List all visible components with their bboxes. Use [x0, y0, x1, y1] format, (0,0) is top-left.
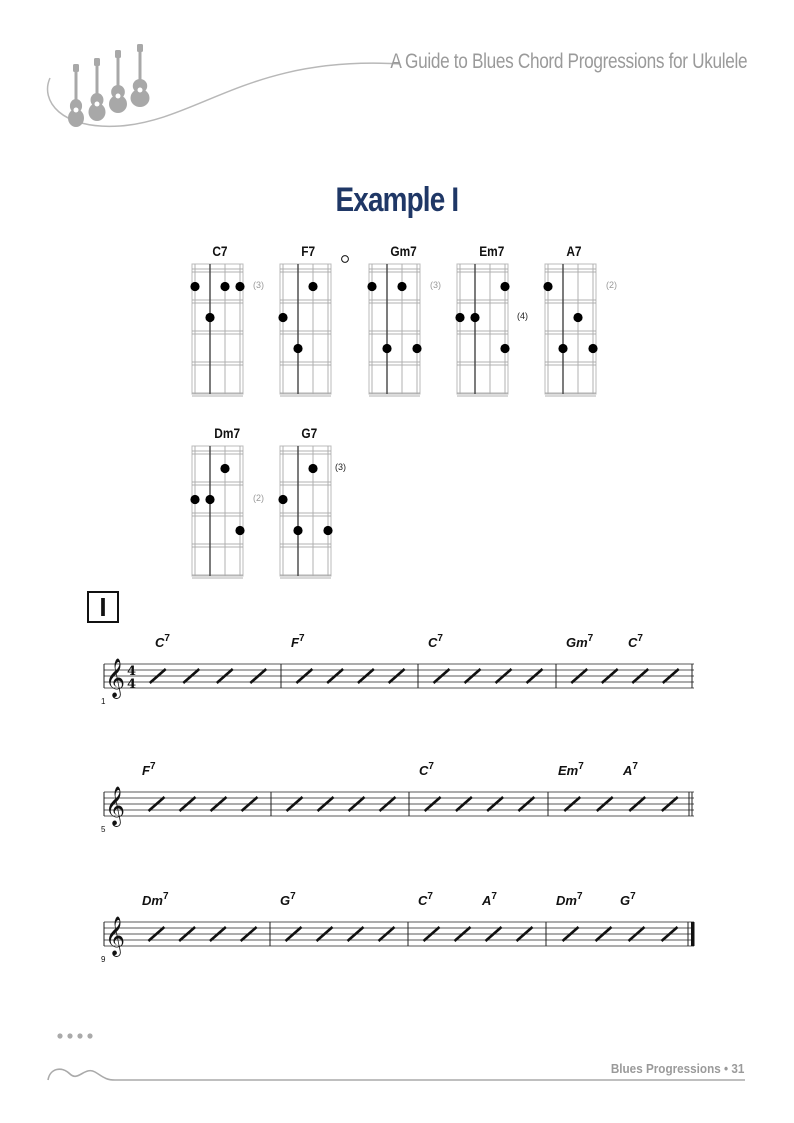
- measure-number: 9: [101, 955, 106, 964]
- section-label: I: [87, 591, 119, 623]
- svg-text:4: 4: [127, 677, 137, 692]
- chord-symbol: $A^7$: [482, 891, 497, 908]
- chord-dot: [190, 282, 199, 291]
- chord-symbol: $A^7$: [623, 761, 638, 778]
- chord-diagram-em7: [452, 261, 527, 401]
- chord-symbol: $C^7$: [628, 633, 643, 650]
- chord-symbol: $G^7$: [280, 891, 296, 908]
- chord-dot: [397, 282, 406, 291]
- chord-symbol: Gm$^7$: [566, 633, 594, 650]
- chord-fret-label: (3): [335, 461, 346, 472]
- chord-name: Gm7: [390, 243, 417, 259]
- treble-clef-icon: 𝄞: [105, 916, 126, 956]
- chord-symbol: Em$^7$: [558, 761, 584, 778]
- chord-dot: [235, 526, 244, 535]
- treble-clef-icon: 𝄞: [105, 658, 126, 698]
- chord-dot: [308, 282, 317, 291]
- chord-dot: [220, 282, 229, 291]
- chord-dot: [293, 526, 302, 535]
- staff-system: [0, 902, 794, 982]
- measure-number: 5: [101, 825, 106, 834]
- example-title: Example I: [335, 181, 459, 219]
- chord-dot: [500, 344, 509, 353]
- page-footer: Blues Progressions • 31: [610, 1061, 744, 1076]
- chord-diagram-c7: [187, 261, 262, 401]
- chord-dot: [278, 313, 287, 322]
- staff-system: [0, 772, 794, 852]
- chord-dot: [220, 464, 229, 473]
- chord-name: Em7: [479, 243, 505, 259]
- chord-fret-label: (2): [606, 279, 617, 290]
- chord-name: A7: [566, 243, 582, 259]
- chord-name: C7: [212, 243, 228, 259]
- chord-symbol: $C^7$: [428, 633, 443, 650]
- chord-dot: [543, 282, 552, 291]
- chord-fret-label: (3): [253, 279, 264, 290]
- chord-dot: [558, 344, 567, 353]
- chord-symbol: $C^7$: [419, 761, 434, 778]
- treble-clef-icon: 𝄞: [105, 786, 126, 826]
- chord-dot: [382, 344, 391, 353]
- chord-dot: [500, 282, 509, 291]
- chord-fret-label: (4): [517, 310, 528, 321]
- footer-ornament: [0, 1030, 794, 1090]
- chord-dot: [470, 313, 479, 322]
- chord-symbol: $G^7$: [620, 891, 636, 908]
- chord-symbol: $F^7$: [142, 761, 156, 778]
- svg-text:4: 4: [127, 664, 137, 679]
- chord-symbol: $F^7$: [291, 633, 305, 650]
- chord-dot: [308, 464, 317, 473]
- chord-dot: [412, 344, 421, 353]
- chord-symbol: $C^7$: [418, 891, 433, 908]
- chord-dot: [367, 282, 376, 291]
- chord-dot: [235, 282, 244, 291]
- chord-diagram-f7: [275, 261, 350, 401]
- chord-dot: [573, 313, 582, 322]
- chord-diagram-dm7: [187, 443, 262, 583]
- chord-dot: [293, 344, 302, 353]
- header-title: A Guide to Blues Chord Progressions for Ukulele: [390, 50, 747, 73]
- chord-symbol: Dm$^7$: [556, 891, 583, 908]
- measure-number: 1: [101, 697, 106, 706]
- chord-name: F7: [301, 243, 316, 259]
- chord-symbol: Dm$^7$: [142, 891, 169, 908]
- chord-dot: [190, 495, 199, 504]
- chord-dot: [278, 495, 287, 504]
- ukuleles-icon: [68, 44, 150, 127]
- chord-name: G7: [301, 425, 318, 441]
- chord-dot: [205, 313, 214, 322]
- chord-dot: [455, 313, 464, 322]
- chord-fret-label: (2): [253, 492, 264, 503]
- chord-dot: [588, 344, 597, 353]
- chord-name: Dm7: [214, 425, 241, 441]
- chord-diagram-a7: [540, 261, 615, 401]
- chord-fret-label: (3): [430, 279, 441, 290]
- chord-dot: [323, 526, 332, 535]
- chord-diagram-gm7: [364, 261, 439, 401]
- chord-symbol: $C^7$: [155, 633, 170, 650]
- chord-dot: [205, 495, 214, 504]
- staff-system: [0, 644, 794, 724]
